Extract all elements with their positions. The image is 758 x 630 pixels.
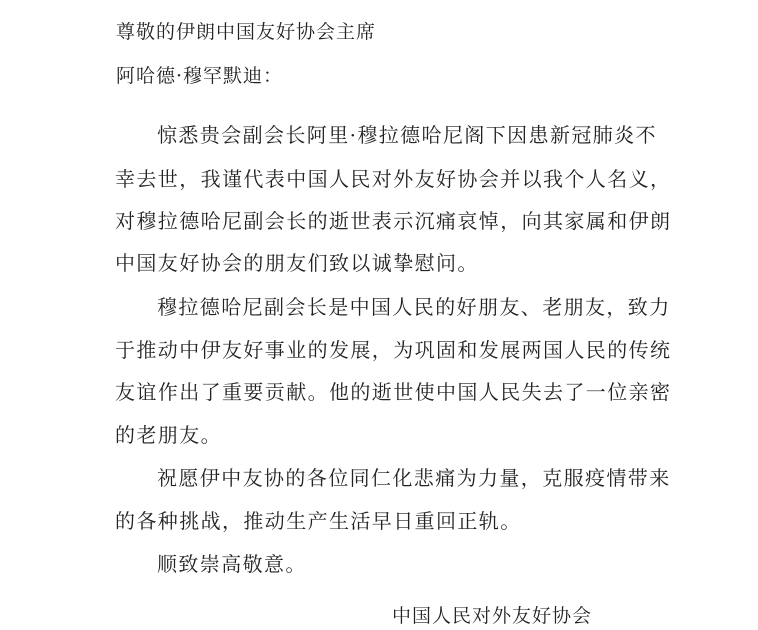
closing-line: 顺致崇高敬意。 <box>157 552 307 576</box>
paragraph-1-line-3: 对穆拉德哈尼副会长的逝世表示沉痛哀悼，向其家属和伊朗 <box>115 209 672 233</box>
paragraph-1-line-2: 幸去世，我谨代表中国人民对外友好协会并以我个人名义， <box>115 167 672 191</box>
paragraph-1-line-4: 中国友好协会的朋友们致以诚挚慰问。 <box>115 251 479 275</box>
paragraph-2-line-1: 穆拉德哈尼副会长是中国人民的好朋友、老朋友，致力 <box>157 295 671 319</box>
salutation-line-1: 尊敬的伊朗中国友好协会主席 <box>116 21 377 43</box>
salutation-line-2: 阿哈德·穆罕默迪： <box>116 65 284 87</box>
paragraph-1-line-1: 惊悉贵会副会长阿里·穆拉德哈尼阁下因患新冠肺炎不 <box>157 123 657 147</box>
paragraph-2-line-3: 友谊作出了重要贡献。他的逝世使中国人民失去了一位亲密 <box>115 380 672 404</box>
paragraph-2-line-2: 于推动中伊友好事业的发展，为巩固和发展两国人民的传统 <box>115 338 672 362</box>
paragraph-3-line-2: 的各种挑战，推动生产生活早日重回正轨。 <box>115 509 522 533</box>
paragraph-2-line-4: 的老朋友。 <box>115 423 222 447</box>
signature: 中国人民对外友好协会 <box>392 605 593 627</box>
paragraph-3-line-1: 祝愿伊中友协的各位同仁化悲痛为力量，克服疫情带来 <box>157 466 671 490</box>
